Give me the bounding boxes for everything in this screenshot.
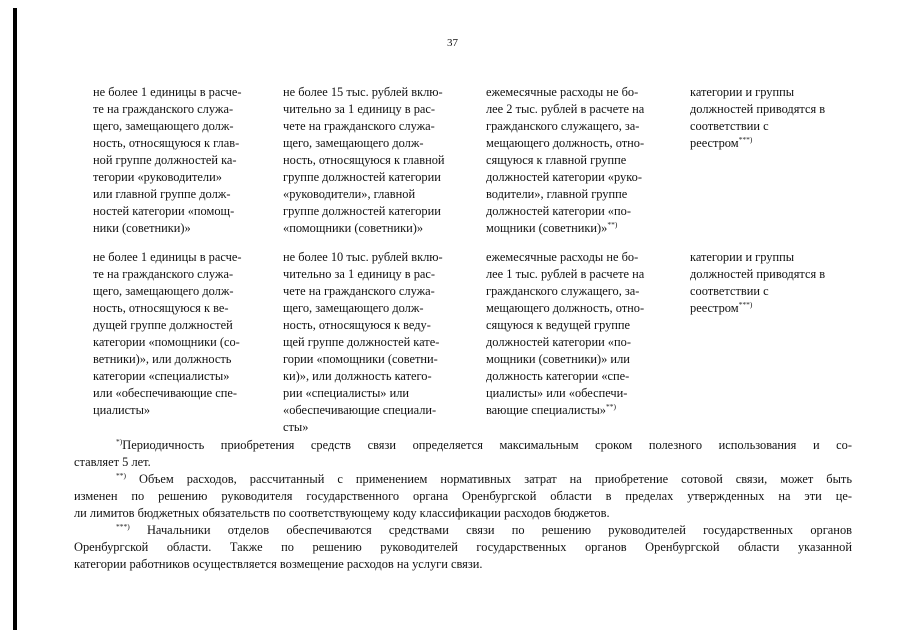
footnote-1: *)Периодичность приобретения средств связи определяется максимальным сроком полезного использования и со- ставляет 5 лет. — [74, 437, 852, 469]
footnote-ref: ***) — [738, 300, 753, 309]
table-cell-r1-categories: категории и группы должностей приводятся в соответствии с реестром***) — [690, 85, 826, 150]
footnote-mark: *) — [116, 437, 123, 446]
table-cell-r1-price: не более 15 тыс. рублей вклю- чительно за 1 единицу в рас- чете на гражданского служа- щего, замещающего долж- ность, относящуюся к главной группе должностей категории «руководители», главной группе должностей категории «помощники (советники)» — [283, 85, 445, 235]
footnote-3: ***) Начальники отделов обеспечиваются средствами связи по решению руководителей государственных органов Оренбургской области. Также по решению руководителей государственных органов Оренбургской области указанной категории работников осуществляется возмещение расходов на услуги связи. — [74, 522, 852, 571]
table-cell-r2-monthly-cost: ежемесячные расходы не бо- лее 1 тыс. рублей в расчете на гражданского служащего, за- мещающего должность, отно- сящуюся к ведущей группе должностей категории «по- мощники (советники)» или должность категории «спе- циалисты» или «обеспечи- вающие специалисты»**) — [486, 250, 645, 417]
footnotes — [74, 437, 852, 573]
footnote-mark: **) — [116, 471, 126, 480]
footnote-ref: **) — [605, 402, 616, 411]
table-cell-r2-categories: категории и группы должностей приводятся в соответствии с реестром***) — [690, 250, 826, 315]
table-cell-r2-price: не более 10 тыс. рублей вклю- чительно за 1 единицу в рас- чете на гражданского служа- щего, замещающего долж- ность, относящуюся к веду- щей группе должностей кате- гории «помощники (советни- ки)», или должность катего- рии «специалисты» или «обеспечивающие специали- сты» — [283, 250, 443, 434]
footnote-mark: ***) — [116, 522, 130, 531]
footnote-ref: **) — [607, 220, 618, 229]
footnote-ref: ***) — [738, 135, 753, 144]
table-cell-r2-quantity: не более 1 единицы в расче- те на гражданского служа- щего, замещающего долж- ность, относящуюся к ве- дущей группе должностей категории «помощники (со- ветники)», или должность категории «специалисты» или «обеспечивающие спе- циалисты» — [93, 250, 242, 417]
table-cell-r1-quantity: не более 1 единицы в расче- те на гражданского служа- щего, замещающего долж- ность, относящуюся к глав- ной группе должностей ка- тегории «руководители» или главной группе долж- ностей категории «помощ- ники (советники)» — [93, 85, 242, 235]
footnote-2: **) Объем расходов, рассчитанный с применением нормативных затрат на приобретение сотовой связи, может быть изменен по решению руководителя государственного органа Оренбургской области в пределах утвержденных на эти це- ли лимитов бюджетных обязательств по соответствующему коду классификации расходов бюджетов. — [74, 471, 852, 520]
table-cell-r1-monthly-cost: ежемесячные расходы не бо- лее 2 тыс. рублей в расчете на гражданского служащего, за- мещающего должность, отно- сящуюся к главной группе должностей категории «руко- водители», главной группе должностей категории «по- мощники (советники)»**) — [486, 85, 645, 235]
page-number: 37 — [447, 37, 458, 49]
left-margin-rule — [13, 8, 17, 630]
